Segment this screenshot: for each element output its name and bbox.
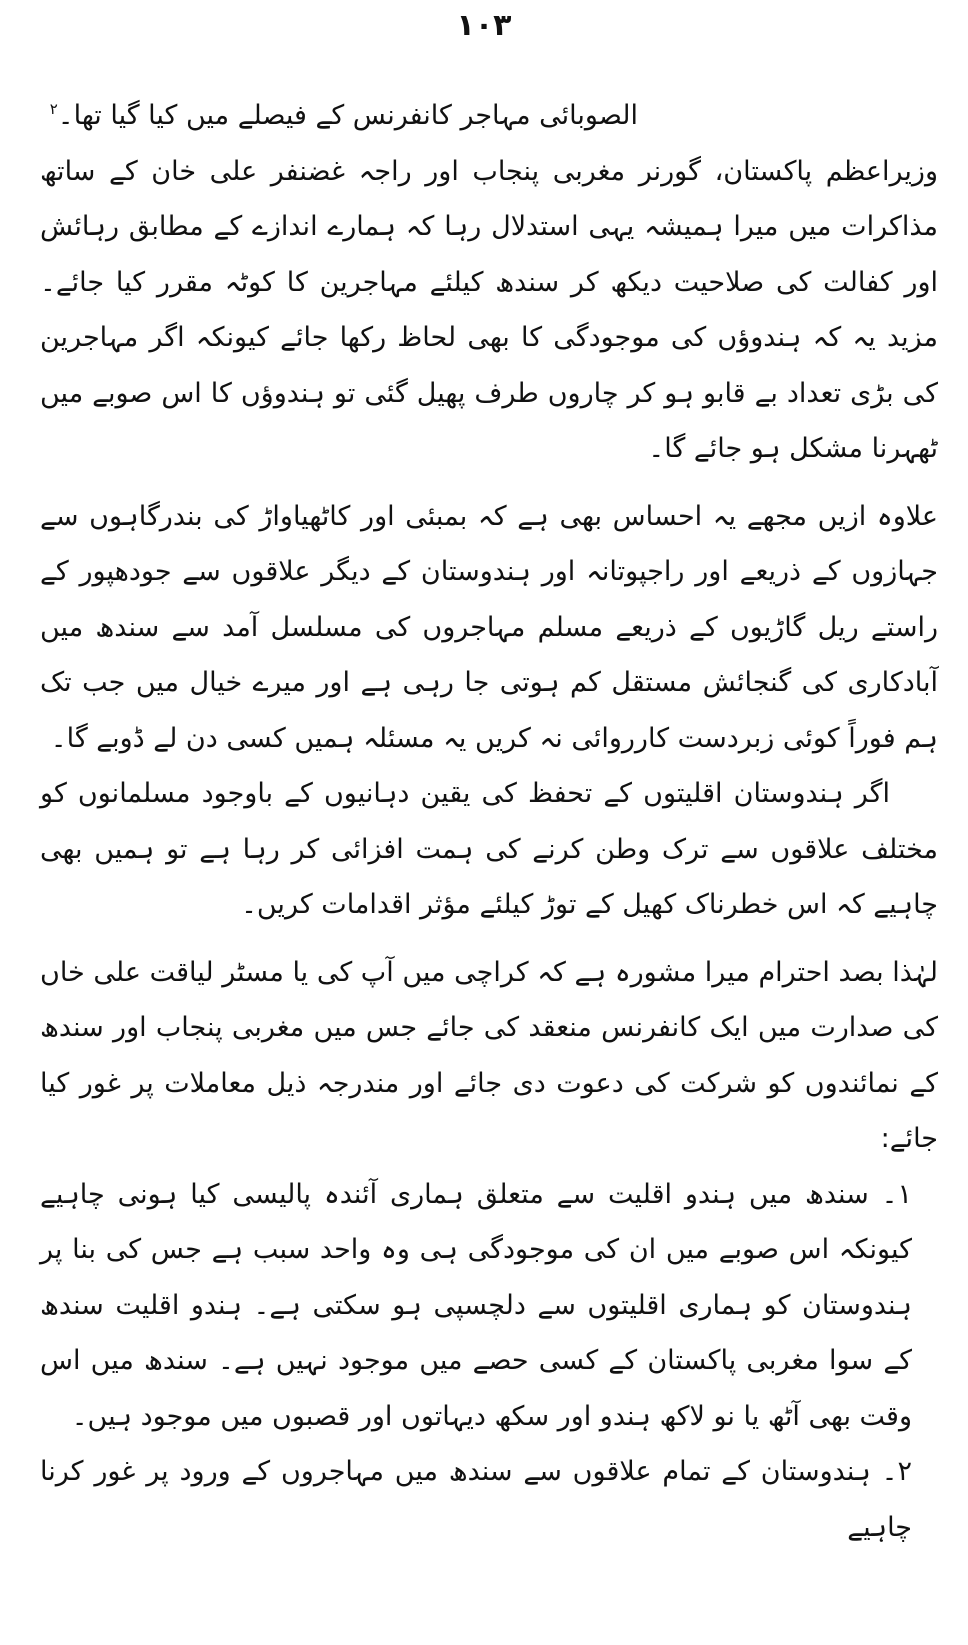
paragraph: لہٰذا بصد احترام میرا مشورہ ہے کہ کراچی میں آپ کی یا مسٹر لیاقت علی خاں کی صدارت میں ایک کانفرنس منعقد کی جائے جس میں مغربی پنجاب اور سندھ کے نمائندوں کو شرکت کی دعوت دی جائے اور مندرجہ ذیل معاملات پر غور کیا جائے: xyxy=(40,956,938,1154)
list-item xyxy=(40,1167,912,1445)
paragraph: علاوہ ازیں مجھے یہ احساس بھی ہے کہ بمبئی اور کاٹھیاواڑ کی بندرگاہوں سے جہازوں کے ذریعے اور راجپوتانہ اور ہندوستان کے دیگر علاقوں سے جودھپور کے راستے ریل گاڑیوں کے ذریعے مسلم مہاجروں کی مسلسل آمد سے سندھ میں آبادکاری کی گنجائش مستقل کم ہوتی جا رہی ہے اور میرے خیال میں جب تک ہم فوراً کوئی زبردست کارروائی نہ کریں یہ مسئلہ ہمیں کسی دن لے ڈوبے گا۔ xyxy=(40,500,938,754)
numbered-list xyxy=(40,1167,938,1556)
list-item-text: ہندوستان کے تمام علاقوں سے سندھ میں مہاجروں کے ورود پر غور کرنا چاہیے xyxy=(40,1456,912,1543)
page-number: ١٠٣ xyxy=(456,8,512,43)
footnote-marker: ٢ xyxy=(49,100,58,118)
body-text xyxy=(40,88,938,1555)
paragraph: اگر ہندوستان اقلیتوں کے تحفظ کی یقین دہانیوں کے باوجود مسلمانوں کو مختلف علاقوں سے ترک وطن کرنے کی ہمت افزائی کر رہا ہے تو ہمیں بھی چاہیے کہ اس خطرناک کھیل کے توڑ کیلئے مؤثر اقدامات کریں۔ xyxy=(40,778,938,920)
list-item-number: ١۔ xyxy=(881,1178,912,1210)
list-item xyxy=(40,1444,912,1555)
list-item-text: سندھ میں ہندو اقلیت سے متعلق ہماری آئندہ پالیسی کیا ہونی چاہیے کیونکہ اس صوبے میں ان کی موجودگی ہی وہ واحد سبب ہے جس کی بنا پر ہندوستان کو ہماری اقلیتوں سے دلچسپی ہو سکتی ہے۔ ہندو اقلیت سندھ کے سوا مغربی پاکستان کے کسی حصے میں موجود نہیں ہے۔ سندھ میں اس وقت بھی آٹھ یا نو لاکھ ہندو اور سکھ دیہاتوں اور قصبوں میں موجود ہیں۔ xyxy=(40,1178,912,1432)
paragraph-text: الصوبائی مہاجر کانفرنس کے فیصلے میں کیا گیا تھا۔ xyxy=(57,100,638,131)
list-item-number: ٢۔ xyxy=(881,1456,912,1487)
paragraph-carryover xyxy=(40,88,938,144)
paragraph: وزیراعظم پاکستان، گورنر مغربی پنجاب اور راجہ غضنفر علی خان کے ساتھ مذاکرات میں میرا ہمیشہ یہی استدلال رہا کہ ہمارے اندازے کے مطابق رہائش اور کفالت کی صلاحیت دیکھ کر سندھ کیلئے مہاجرین کا کوٹہ مقرر کیا جائے۔ مزید یہ کہ ہندوؤں کی موجودگی کا بھی لحاظ رکھا جائے کیونکہ اگر مہاجرین کی بڑی تعداد بے قابو ہو کر چاروں طرف پھیل گئی تو ہندوؤں کا اس صوبے میں ٹھہرنا مشکل ہو جائے گا۔ xyxy=(40,155,938,464)
